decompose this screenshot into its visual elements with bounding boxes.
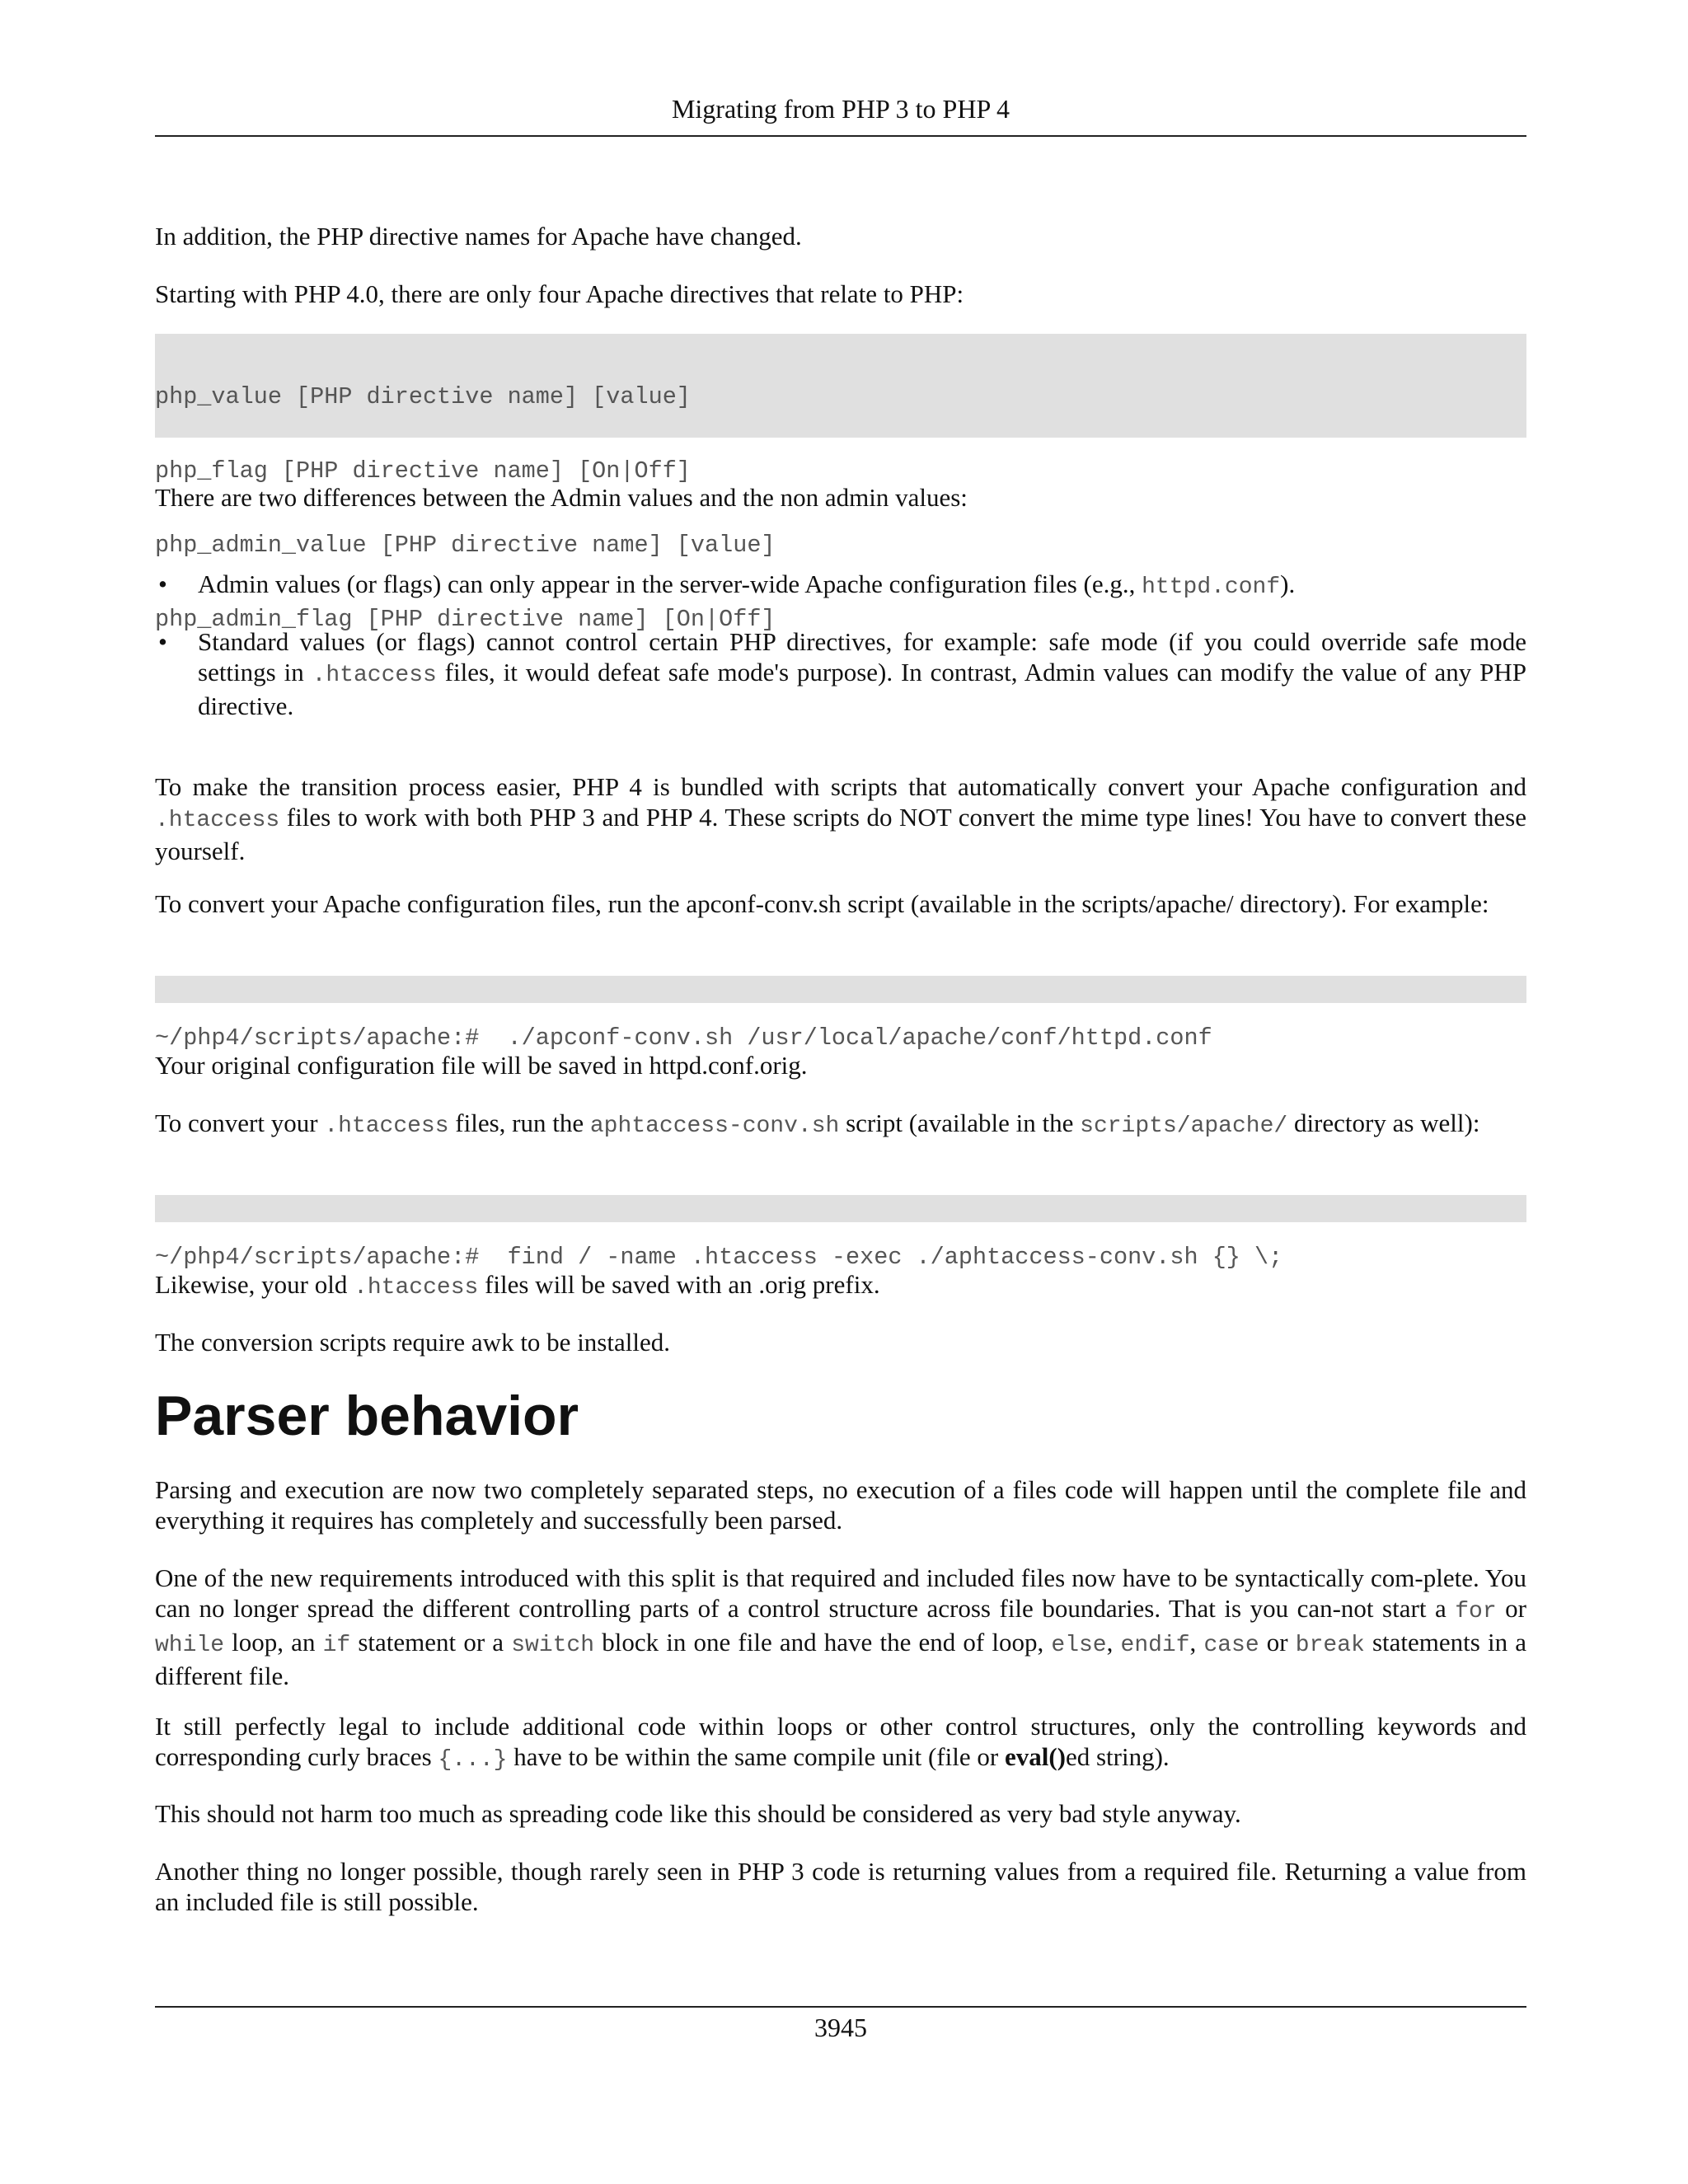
inline-code: while: [155, 1633, 225, 1658]
inline-code: else: [1051, 1633, 1107, 1658]
inline-code: httpd.conf: [1142, 574, 1281, 600]
list-item-text: Standard values (or flags) cannot control certain PHP directives, for example: safe mode (if you could override safe mode settings in .htaccess files, it would defeat safe mode's purpose). In contrast, Admin values can modify the value of any PHP directive.: [198, 627, 1526, 720]
differences-intro: There are two differences between the Admin values and the non admin values:: [155, 483, 968, 512]
inline-code: {...}: [438, 1747, 508, 1773]
inline-code: .htaccess: [354, 1275, 479, 1301]
convert-htaccess-paragraph: To convert your .htaccess files, run the aphtaccess-conv.sh script (available in the scripts/apache/ directory as well):: [155, 1108, 1480, 1139]
list-item-text: Admin values (or flags) can only appear in the server-wide Apache configuration files (e.g., httpd.conf).: [198, 569, 1296, 600]
apconf-command-block: [155, 976, 1526, 1052]
page-number: 3945: [814, 2013, 867, 2042]
intro-paragraph-1: In addition, the PHP directive names for Apache have changed.: [155, 222, 802, 251]
bullet-icon: •: [158, 627, 167, 656]
parser-paragraph-4: This should not harm too much as spreading code like this should be considered as very bad style anyway.: [155, 1799, 1241, 1828]
convert-config-paragraph: To convert your Apache configuration files, run the apconf-conv.sh script (available in the scripts/apache/ directory). For example:: [155, 889, 1489, 918]
section-heading: Parser behavior: [155, 1385, 579, 1447]
inline-code: .htaccess: [324, 1113, 449, 1139]
inline-code: endif: [1120, 1633, 1190, 1658]
awk-note: The conversion scripts require awk to be installed.: [155, 1328, 670, 1357]
inline-code: .htaccess: [155, 808, 280, 833]
code-line: ~/php4/scripts/apache:# find / -name .htaccess -exec ./aphtaccess-conv.sh {} \;: [155, 1244, 1283, 1271]
inline-code: switch: [511, 1633, 595, 1658]
document-page: [155, 0, 1526, 2184]
likewise-paragraph: Likewise, your old .htaccess files will be saved with an .orig prefix.: [155, 1270, 880, 1301]
running-header: Migrating from PHP 3 to PHP 4: [671, 94, 1010, 124]
transition-paragraph: To make the transition process easier, PHP 4 is bundled with scripts that automatically convert your Apache configuration and .htaccess files to work with both PHP 3 and PHP 4. These scripts do NOT convert the mime type lines! You have to convert these yourself.: [155, 772, 1526, 865]
inline-code: scripts/apache/: [1080, 1113, 1288, 1139]
code-line: php_flag [PHP directive name] [On|Off]: [155, 457, 691, 485]
bold-function-name: eval(): [1004, 1742, 1066, 1771]
inline-code: .htaccess: [312, 663, 437, 688]
code-line: php_admin_value [PHP directive name] [value]: [155, 532, 776, 559]
aphtaccess-command-block: [155, 1195, 1526, 1271]
inline-code: if: [322, 1633, 351, 1658]
code-line: php_admin_flag [PHP directive name] [On|Off]: [155, 606, 776, 633]
parser-paragraph-5: Another thing no longer possible, though rarely seen in PHP 3 code is returning values from a required file. Returning a value from an included file is still possible.: [155, 1857, 1526, 1916]
parser-paragraph-3: It still perfectly legal to include additional code within loops or other control structures, only the controlling keywords and corresponding curly braces {...} have to be within the same compile unit (file or eval()ed string).: [155, 1712, 1526, 1773]
inline-code: aphtaccess-conv.sh: [589, 1113, 840, 1139]
saved-note: Your original configuration file will be saved in httpd.conf.orig.: [155, 1051, 808, 1080]
inline-code: for: [1455, 1599, 1497, 1624]
parser-paragraph-1: Parsing and execution are now two completely separated steps, no execution of a files code will happen until the complete file and everything it requires has completely and successfully been parsed.: [155, 1475, 1526, 1535]
bullet-icon: •: [158, 569, 167, 598]
footer-rule: [155, 2006, 1526, 2008]
parser-paragraph-2: One of the new requirements introduced with this split is that required and included files now have to be syntactically com-plete. You can no longer spread the different controlling parts of a control structure across file boundaries. That is you can-not start a for or while loop, an if statement or a switch block in one file and have the end of loop, else, endif, case or break statements in a different file.: [155, 1563, 1527, 1690]
header-rule: [155, 135, 1526, 137]
intro-paragraph-2: Starting with PHP 4.0, there are only four Apache directives that relate to PHP:: [155, 279, 964, 308]
code-line: ~/php4/scripts/apache:# ./apconf-conv.sh /usr/local/apache/conf/httpd.conf: [155, 1024, 1212, 1052]
code-line: php_value [PHP directive name] [value]: [155, 383, 691, 410]
inline-code: break: [1295, 1633, 1365, 1658]
inline-code: case: [1203, 1633, 1259, 1658]
